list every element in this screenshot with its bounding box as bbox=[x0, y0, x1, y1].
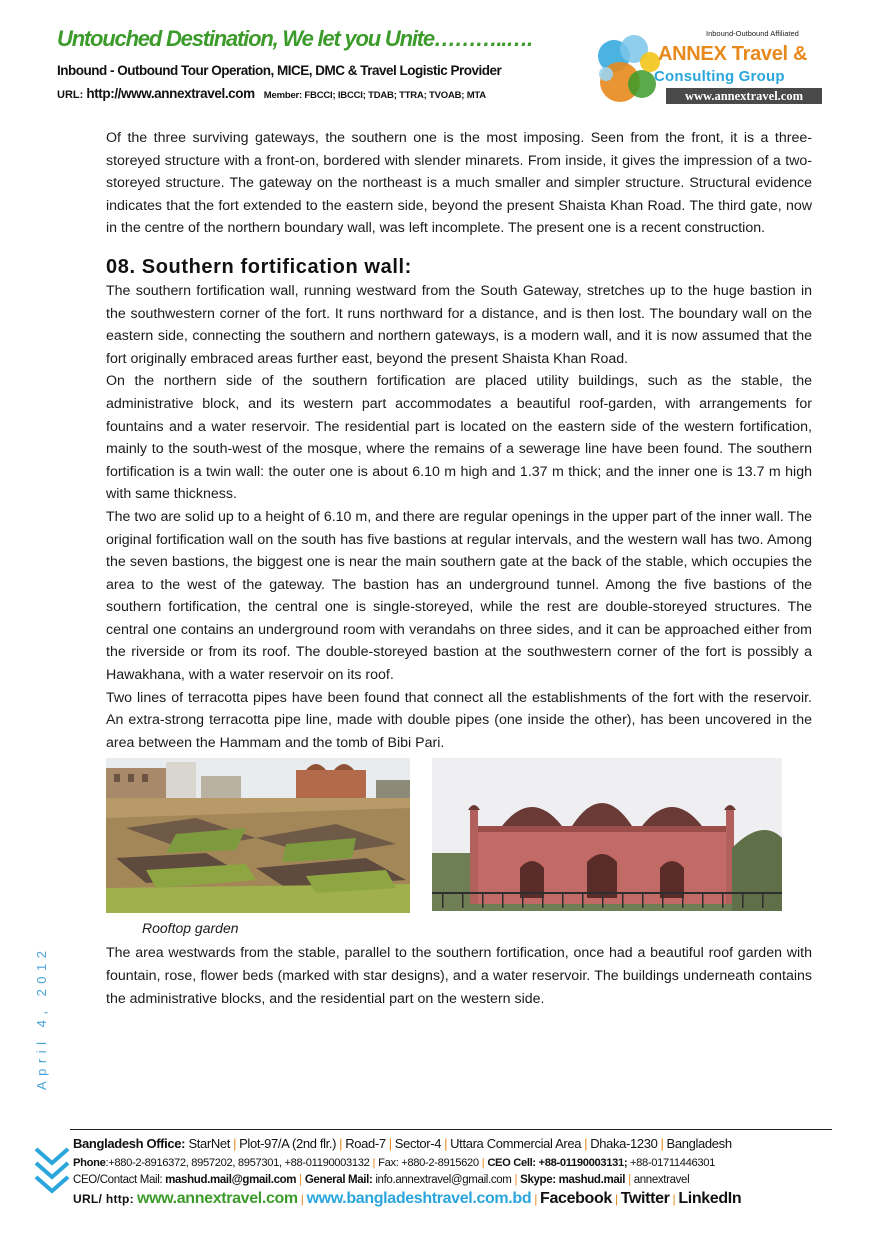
footer-ceo-cell-2: +88-01711446301 bbox=[627, 1157, 716, 1169]
footer-link-linkedin[interactable]: LinkedIn bbox=[678, 1190, 742, 1207]
header-tagline: Untouched Destination, We let you Unite………..…. bbox=[57, 26, 532, 51]
footer-mail-line: CEO/Contact Mail: mashud.mail@gmail.com | General Mail: info.annextravel@gmail.com | Skype: mashud.mail | annextravel bbox=[73, 1174, 690, 1186]
paragraph-gateways: Of the three surviving gateways, the southern one is the most imposing. Seen from the front, it is a three-storeyed structure with a front-on, bordered with slender minarets. From inside, it gives the impression of a two-storeyed structure. The gateway on the northeast is a much smaller and simpler structure. Structural evidence indicates that the fort extended to the eastern side, beyond the present Shaista Khan Road. The third gate, now in the centre of the northern boundary wall, was left incomplete. The present one is a recent construction. bbox=[106, 130, 812, 237]
footer-office-part: Uttara Commercial Area bbox=[450, 1136, 582, 1151]
footer-ceo-mail-label: CEO/Contact Mail: bbox=[73, 1174, 166, 1186]
logo-name: ANNEX Travel & bbox=[658, 43, 808, 65]
paragraph-4: Two lines of terracotta pipes have been found that connect all the establishments of the fort with the reservoir. An extra-strong terracotta pipe line, made with double pipes (one inside the other), has been uncovered in the area between the Hammam and the tomb of Bibi Pari. bbox=[106, 689, 812, 751]
paragraph-5: The area westwards from the stable, parallel to the southern fortification, once had a beautiful roof garden with fountain, rose, flower beds (marked with star designs), and a water reservoir. The buildings underneath contains the administrative blocks, and the residential part on the western side. bbox=[106, 945, 812, 1007]
section-heading: 08. Southern fortification wall: bbox=[106, 255, 412, 278]
footer-office-label: Bangladesh Office: bbox=[73, 1136, 186, 1151]
paragraph-3: The two are solid up to a height of 6.10 m, and there are regular openings in the upper part of the inner wall. The original fortification wall on the south has five bastions at regular intervals, and the western wall has two. Among the seven bastions, the biggest one is near the main southern gate at the back of the stable, which occupies the area to the west of the gateway. The bastion has an underground tunnel. Among the five bastions of the southern fortification, the central one is single-storeyed, while the rest are double-storeyed structures. The central one contains an underground room with verandahs on three sides, and it can be approached either from the riverside or from its roof. The double-storeyed bastion at the southwestern corner of the fort is possibly a Hawakhana, with a water reservoir on its roof. bbox=[106, 508, 812, 684]
header-member: Member: FBCCI; IBCCI; TDAB; TTRA; TVOAB; MTA bbox=[263, 90, 486, 101]
footer-link-annextravel[interactable]: www.annextravel.com bbox=[136, 1190, 298, 1207]
chevron-down-icon bbox=[34, 1145, 70, 1205]
footer-office-part: Bangladesh bbox=[666, 1136, 732, 1151]
company-logo bbox=[594, 24, 830, 110]
footer-phone-label: Phone bbox=[73, 1157, 106, 1169]
photo-row bbox=[106, 758, 812, 954]
logo-affiliated-text: Inbound-Outbound Affiliated bbox=[706, 29, 799, 38]
photo-caption: Rooftop garden bbox=[142, 920, 239, 937]
footer-office-part: StarNet bbox=[188, 1136, 231, 1151]
paragraph-2: On the northern side of the southern fortification are placed utility buildings, such as the stable, the administrative block, and its western part accommodates a beautiful roof-garden, with arrangements for fountains and a water reservoir. The residential part is located on the eastern side of the western fortification, mainly to the south-west of the mosque, where the remains of a sewerage line have been found. The southern fortification is a twin wall: the outer one is about 6.10 m high and 1.37 m thick; and the inner one is 13.7 m high with same thickness. bbox=[106, 373, 812, 503]
logo-website[interactable]: www.annextravel.com bbox=[666, 88, 822, 104]
footer-link-twitter[interactable]: Twitter bbox=[620, 1190, 670, 1207]
header-url-line bbox=[57, 86, 486, 101]
footer-divider bbox=[70, 1129, 832, 1130]
footer-general-mail[interactable]: info.annextravel@gmail.com bbox=[375, 1174, 512, 1186]
footer-phone-line: Phone:+880-2-8916372, 8957202, 8957301, +88-01190003132 | Fax: +880-2-8915620 | CEO Cell: +88-01190003131; +88-01711446301 bbox=[73, 1157, 716, 1169]
footer-skype: mashud.mail bbox=[558, 1174, 626, 1186]
logo-subtitle: Consulting Group bbox=[654, 68, 785, 85]
mosque-photo bbox=[432, 758, 782, 911]
footer-general-mail-label: General Mail: bbox=[304, 1174, 376, 1186]
footer-link-bangladeshtravel[interactable]: www.bangladeshtravel.com.bd bbox=[306, 1190, 532, 1207]
footer-ceo-cell-label: CEO Cell bbox=[487, 1157, 533, 1169]
header-url-link[interactable]: http://www.annextravel.com bbox=[86, 86, 255, 101]
footer-ceo-cell: : +88-01190003131; bbox=[532, 1157, 628, 1169]
header-services: Inbound - Outbound Tour Operation, MICE, DMC & Travel Logistic Provider bbox=[57, 63, 502, 78]
footer-skype-label: Skype: bbox=[520, 1174, 559, 1186]
page-content bbox=[106, 127, 812, 1010]
footer-skype-2: annextravel bbox=[633, 1174, 690, 1186]
footer-fax: Fax: +880-2-8915620 bbox=[378, 1157, 479, 1169]
footer-phone: :+880-2-8916372, 8957202, 8957301, +88-01190003132 bbox=[105, 1157, 370, 1169]
footer-ceo-mail[interactable]: mashud.mail@gmail.com bbox=[165, 1174, 297, 1186]
footer-link-facebook[interactable]: Facebook bbox=[540, 1190, 612, 1207]
footer-office-part: Plot-97/A (2nd flr.) bbox=[239, 1136, 337, 1151]
footer-url-label: URL/ http: bbox=[73, 1192, 134, 1206]
footer-links-line: URL/ http: www.annextravel.com | www.bangladeshtravel.com.bd | Facebook | Twitter | LinkedIn bbox=[73, 1190, 742, 1207]
paragraph-1: The southern fortification wall, running westward from the South Gateway, stretches up to the huge bastion in the southwestern corner of the fort. It runs northward for a distance, and is then lost. The boundary wall on the eastern side, connecting the southern and northern gateways, is a modern wall, and it is now assumed that the fort originally embraced areas further east, beyond the present Shaista Khan Road. bbox=[106, 282, 812, 367]
footer-office-part: Sector-4 bbox=[394, 1136, 442, 1151]
rooftop-garden-photo bbox=[106, 758, 410, 913]
footer-office-part: Road-7 bbox=[345, 1136, 386, 1151]
side-date: April 4, 2012 bbox=[34, 945, 49, 1090]
header-url-label: URL: bbox=[57, 89, 84, 101]
footer-office-part: Dhaka-1230 bbox=[590, 1136, 658, 1151]
footer-office-line: Bangladesh Office: StarNet | Plot-97/A (2nd flr.) | Road-7 | Sector-4 | Uttara Commercial Area | Dhaka-1230 | Bangladesh bbox=[73, 1136, 732, 1151]
